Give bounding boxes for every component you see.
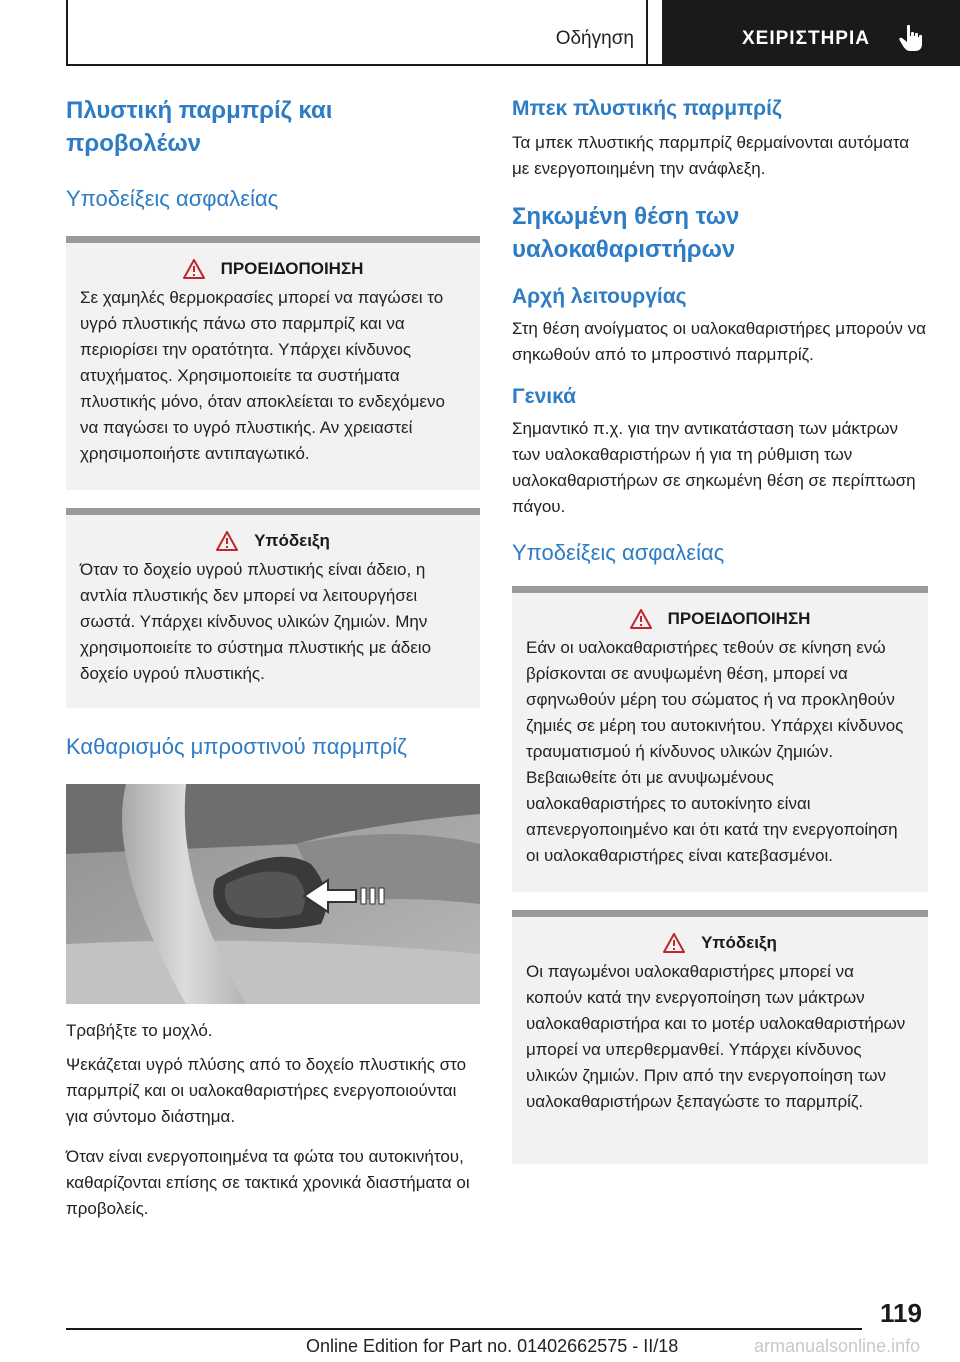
page-number: 119 bbox=[880, 1298, 922, 1328]
header-rule bbox=[66, 64, 960, 66]
left-column bbox=[66, 94, 480, 1222]
note-box-left bbox=[66, 508, 480, 708]
note-box-right bbox=[512, 910, 928, 1164]
note-text-right: Οι παγωμένοι υαλοκαθαριστήρες μπορεί να κοπούν κατά την ενεργοποίηση των μάκτρων υαλοκαθαριστήρα και το μοτέρ υαλοκαθαριστήρων μπορεί να υπερθερμανθεί. Υπάρχει κίνδυνος υλικών ζημιών. Πριν από την ενεργοποίηση των υαλοκαθαριστήρων ξεπαγώστε το παρμπρίζ. bbox=[526, 962, 906, 1111]
washer-title-line2: προβολέων bbox=[66, 130, 201, 157]
warning-triangle-icon bbox=[183, 259, 205, 279]
chapter-label: ΧΕΙΡΙΣΤΗΡΙΑ bbox=[742, 28, 870, 49]
warning-box-left bbox=[66, 236, 480, 490]
wiper-lever-illustration bbox=[66, 784, 480, 1004]
warning-triangle-icon bbox=[630, 609, 652, 629]
header-section-tab bbox=[66, 0, 648, 64]
washer-title-line1: Πλυστική παρμπρίζ και bbox=[66, 97, 333, 124]
step-pull-lever: Τραβήξτε το μοχλό. bbox=[66, 1021, 213, 1040]
step-headlights: Όταν είναι ενεργοποιημένα τα φώτα του αυτοκινήτου, καθαρίζονται επίσης σε τακτικά χρονικά διαστήματα οι προβολείς. bbox=[66, 1147, 470, 1218]
step-spray: Ψεκάζεται υγρό πλύσης από το δοχείο πλυστικής στο παρμπρίζ και οι υαλοκαθαριστήρες ενεργοποιούνται για σύντομο διάστημα. bbox=[66, 1055, 467, 1126]
general-text: Σημαντικό π.χ. για την αντικατάσταση των μάκτρων των υαλοκαθαριστήρων ή για τη ρύθμιση των υαλοκαθαριστήρων σε σηκωμένη θέση σε περίπτωση πάγου. bbox=[512, 419, 916, 516]
pointing-hand-icon bbox=[898, 24, 924, 52]
nozzle-text: Τα μπεκ πλυστικής παρμπρίζ θερμαίνονται αυτόματα με ενεργοποιημένη την ανάφλεξη. bbox=[512, 133, 910, 178]
warning-title-left: ΠΡΟΕΙΔΟΠΟΙΗΣΗ bbox=[220, 259, 364, 278]
general-heading: Γενικά bbox=[512, 385, 577, 408]
edition-text: Online Edition for Part no. 01402662575 - II/18 bbox=[306, 1336, 679, 1356]
right-column bbox=[512, 94, 928, 1164]
nozzle-heading: Μπεκ πλυστικής παρμπρίζ bbox=[512, 97, 782, 120]
note-title-left: Υπόδειξη bbox=[254, 531, 330, 550]
note-title-right: Υπόδειξη bbox=[701, 933, 777, 952]
safety-heading-left: Υποδείξεις ασφαλείας bbox=[66, 186, 279, 211]
raised-position-title bbox=[512, 200, 928, 266]
note-text-left: Όταν το δοχείο υγρού πλυστικής είναι άδειο, η αντλία πλυστικής δεν μπορεί να λειτουργήσει σωστά. Υπάρχει κίνδυνος υλικών ζημιών. Μην χρησιμοποιείτε το σύστημα πλυστικής με άδειο δοχείο υγρού πλυστικής. bbox=[80, 560, 432, 683]
warning-triangle-icon bbox=[663, 933, 685, 953]
section-label: Οδήγηση bbox=[555, 28, 634, 49]
raised-title-line1: Σηκωμένη θέση των bbox=[512, 203, 740, 230]
header-chapter-tab bbox=[662, 0, 960, 66]
footer-rule bbox=[66, 1328, 862, 1330]
safety-heading-right: Υποδείξεις ασφαλείας bbox=[512, 540, 725, 565]
warning-text-right: Εάν οι υαλοκαθαριστήρες τεθούν σε κίνηση ενώ βρίσκονται σε ανυψωμένη θέση, μπορεί να σφηνωθούν μέρη του σώματος ή να προκληθούν ζημιές σε μέρη του αυτοκινήτου. Υπάρχει κίνδυνος τραυματισμού ή κίνδυνος υλικών ζημιών. Βεβαιωθείτε ότι με ανυψωμένους υαλοκαθαριστήρες το αυτοκίνητο είναι απενεργοποιημένο και ότι κατά την ενεργοποίηση οι υαλοκαθαριστήρες είναι κατεβασμένοι. bbox=[526, 638, 904, 865]
warning-title-right: ΠΡΟΕΙΔΟΠΟΙΗΣΗ bbox=[667, 609, 811, 628]
principle-heading: Αρχή λειτουργίας bbox=[512, 285, 687, 308]
wiper-lever-photo bbox=[66, 784, 480, 1004]
raised-title-line2: υαλοκαθαριστήρων bbox=[512, 236, 736, 263]
warning-triangle-icon bbox=[216, 531, 238, 551]
cleaning-heading: Καθαρισμός μπροστινού παρμπρίζ bbox=[66, 734, 407, 759]
warning-box-right bbox=[512, 586, 928, 892]
washer-title bbox=[66, 94, 480, 160]
warning-text-left: Σε χαμηλές θερμοκρασίες μπορεί να παγώσει το υγρό πλυστικής πάνω στο παρμπρίζ και να περιορίσει την ορατότητα. Υπάρχει κίνδυνος ατυχήματος. Χρησιμοποιείτε τα συστήματα πλυστικής μόνο, όταν αποκλείεται το ενδεχόμενο να παγώσει το υγρό πλυστικής. Αν χρειαστεί χρησιμοποιήστε αντιπαγωτικό. bbox=[80, 288, 445, 463]
principle-text: Στη θέση ανοίγματος οι υαλοκαθαριστήρες μπορούν να σηκωθούν από το μπροστινό παρμπρίζ. bbox=[512, 319, 926, 364]
watermark-text: armanualsonline.info bbox=[754, 1336, 921, 1356]
